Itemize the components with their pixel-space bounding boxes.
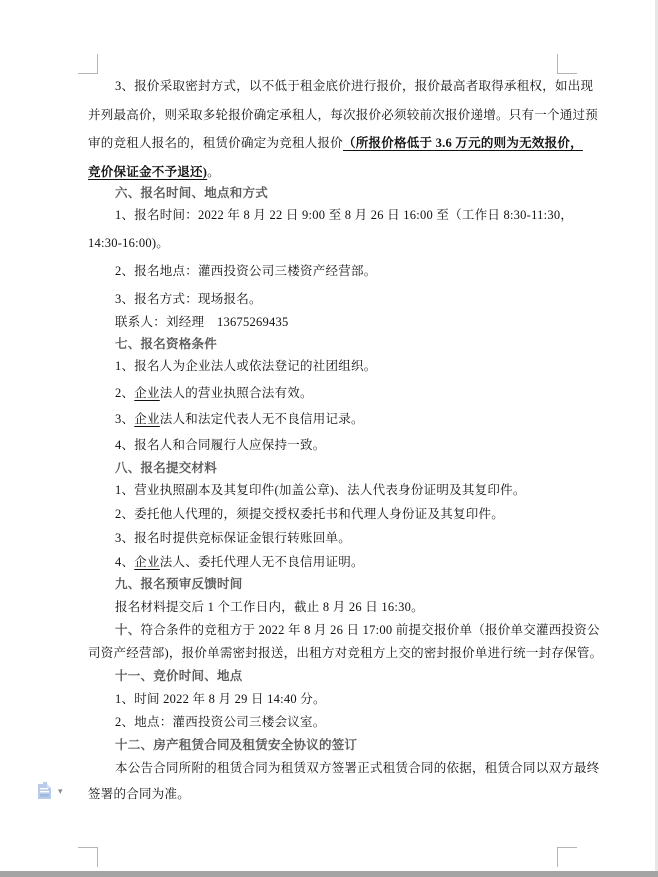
text-run: 六、报名时间、地点和方式 (115, 186, 269, 200)
text-line (88, 164, 220, 180)
text-run: 4、 (115, 555, 135, 569)
chevron-down-icon[interactable]: ▾ (58, 787, 63, 797)
text-line (88, 107, 598, 123)
text-run: 司资产经营部)，报价单需密封报送，出租方对竞租方上交的密封报价单进行统一封存保管。 (88, 646, 603, 660)
margin-crop-mark-bottom-left (78, 847, 98, 867)
text-line (115, 760, 600, 776)
text-run: 报名材料提交后 1 个工作日内，截止 8 月 26 日 16:30。 (115, 600, 424, 614)
text-line (115, 78, 593, 94)
text-run: 2、报名地点：灌西投资公司三楼资产经营部。 (115, 264, 377, 278)
text-line (115, 622, 600, 638)
text-run: 2、地点：灌西投资公司三楼会议室。 (115, 715, 326, 729)
text-line (88, 135, 583, 151)
text-run: 1、时间 2022 年 8 月 29 日 14:40 分。 (115, 692, 326, 706)
text-run: 。 (207, 165, 220, 179)
text-line (115, 411, 364, 427)
section-heading (115, 668, 243, 684)
text-run-underline: 企业 (134, 555, 160, 569)
text-run: 2、委托他人代理的，须提交授权委托书和代理人身份证及其复印件。 (115, 507, 505, 521)
text-run: 七、报名资格条件 (115, 337, 218, 351)
text-run: 3、报价采取密封方式，以不低于租金底价进行报价，报价最高者取得承租权，如出现 (115, 79, 594, 93)
text-run-underline: 企业 (134, 386, 160, 400)
section-heading (115, 737, 357, 753)
text-line (88, 645, 602, 661)
text-run: 九、报名预审反馈时间 (115, 577, 243, 591)
paste-options-button[interactable] (36, 781, 63, 805)
section-heading (115, 460, 217, 476)
paste-options-clipboard-icon (36, 781, 53, 805)
text-run-underline: 企业 (134, 412, 160, 426)
text-line (115, 482, 526, 498)
text-run: 1、报名时间：2022 年 8 月 22 日 9:00 至 8 月 26 日 16:00 至（工作日 8:30-11:30， (115, 208, 574, 222)
text-run: 1、营业执照副本及其复印件(加盖公章)、法人代表身份证明及其复印件。 (115, 483, 526, 497)
margin-crop-mark-top-right (557, 54, 577, 74)
text-line (115, 554, 364, 570)
text-run: 2、 (115, 386, 135, 400)
text-line (115, 691, 326, 707)
page-bottom-gap (0, 871, 658, 877)
text-run: 3、报名时提供竞标保证金银行转账回单。 (115, 531, 352, 545)
text-run: 八、报名提交材料 (115, 461, 218, 475)
text-run-bold-underline: 竞价保证金不予退还) (88, 165, 208, 179)
text-line (115, 437, 326, 453)
text-line (88, 786, 190, 802)
text-run: 十二、房产租赁合同及租赁安全协议的签订 (115, 738, 358, 752)
text-run: 审的竞租人报名的，租赁价确定为竞租人报价 (88, 136, 344, 150)
margin-crop-mark-bottom-right (557, 847, 577, 867)
section-heading (115, 576, 243, 592)
text-run: 3、 (115, 412, 135, 426)
text-run: 法人的营业执照合法有效。 (159, 386, 313, 400)
text-run: 14:30-16:00)。 (88, 236, 170, 250)
text-line (115, 314, 289, 330)
margin-crop-mark-top-left (78, 54, 98, 74)
section-heading (115, 185, 268, 201)
text-run-bold-underline: （所报价格低于 3.6 万元的则为无效报价， (343, 136, 583, 150)
text-run: 3、报名方式：现场报名。 (115, 292, 262, 306)
text-line (115, 358, 377, 374)
section-heading (115, 336, 217, 352)
text-line (115, 291, 262, 307)
text-run: 本公告合同所附的租赁合同为租赁双方签署正式租赁合同的依据，租赁合同以双方最终 (115, 761, 600, 775)
text-run: 法人、委托代理人无不良信用证明。 (159, 555, 364, 569)
text-line (115, 385, 313, 401)
text-line (115, 263, 377, 279)
text-run-heading-inline: 十、 (115, 623, 141, 637)
text-line (115, 714, 326, 730)
text-run: 4、报名人和合同履行人应保持一致。 (115, 438, 326, 452)
text-run: 十一、竞价时间、地点 (115, 669, 243, 683)
text-line (115, 506, 504, 522)
text-line (115, 599, 424, 615)
text-run: 联系人：刘经理 13675269435 (115, 315, 289, 329)
text-run: 并列最高价，则采取多轮报价确定承租人，每次报价必须较前次报价递增。只有一个通过预 (88, 108, 599, 122)
text-run: 签署的合同为准。 (88, 787, 191, 801)
text-line (115, 207, 573, 223)
text-run: 1、报名人为企业法人或依法登记的社团组织。 (115, 359, 377, 373)
text-line (88, 235, 169, 251)
text-line (115, 530, 351, 546)
text-run: 法人和法定代表人无不良信用记录。 (159, 412, 364, 426)
text-run: 符合条件的竞租方于 2022 年 8 月 26 日 17:00 前提交报价单（报价单交灌西投资公 (140, 623, 600, 637)
